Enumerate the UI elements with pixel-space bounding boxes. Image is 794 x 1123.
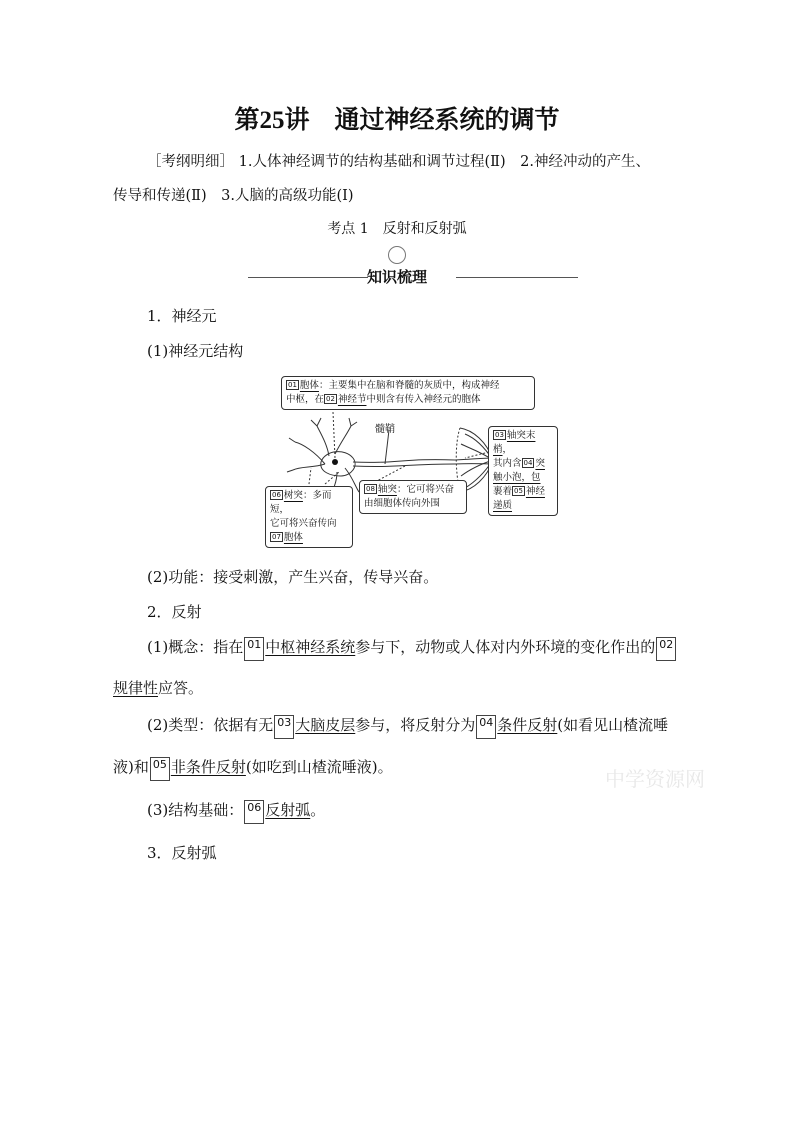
label-myelin: 髓鞘 bbox=[375, 424, 395, 435]
nucleus-dot bbox=[332, 459, 338, 465]
outline-line-2: 传导和传递(Ⅱ) 3.人脑的高级功能(Ⅰ) bbox=[113, 188, 354, 204]
section-title: 知识梳理 bbox=[366, 268, 427, 286]
callout-dendrite: 06 树突：多而短， 它可将兴奋传向 07 胞体 bbox=[265, 486, 353, 548]
s1-sub2: (2)功能：接受刺激，产生兴奋，传导兴奋。 bbox=[147, 568, 439, 586]
s1-sub1: (1)神经元结构 bbox=[147, 342, 244, 360]
s1-heading: 1．神经元 bbox=[147, 307, 217, 325]
callout-soma: 01 胞体：主要集中在脑和脊髓的灰质中，构成神经 中枢，在 02 神经节中则含有传入神经元的胞体 bbox=[281, 376, 535, 410]
page-title: 第25讲 通过神经系统的调节 bbox=[234, 105, 560, 134]
watermark: 中学资源网 bbox=[605, 767, 705, 791]
s2-heading: 2．反射 bbox=[147, 603, 202, 621]
neuron-diagram bbox=[255, 372, 561, 542]
s2-concept-line2: 规律性应答。 bbox=[113, 679, 204, 697]
s2-concept-line1: (1)概念：指在 01 中枢神经系统参与下，动物或人体对内外环境的变化作出的 02 bbox=[147, 636, 677, 661]
s2-basis: (3)结构基础： 06 反射弧。 bbox=[147, 799, 325, 824]
s2-type-line1: (2)类型：依据有无 03 大脑皮层参与，将反射分为 04 条件反射(如看见山楂流唾 bbox=[147, 714, 668, 739]
kaodian-heading: 考点 1 反射和反射弧 bbox=[327, 221, 467, 237]
section-emblem-icon bbox=[388, 246, 406, 264]
outline-line-1: ［考纲明细］ 1.人体神经调节的结构基础和调节过程(Ⅱ) 2.神经冲动的产生、 bbox=[147, 154, 650, 170]
callout-axon-terminal: 03 轴突末梢， 其内含 04 突 触小泡，包 裹着 05 神经 递质 bbox=[488, 426, 558, 516]
s3-heading: 3．反射弧 bbox=[147, 844, 217, 862]
s2-type-line2: 液)和 05 非条件反射(如吃到山楂流唾液)。 bbox=[113, 756, 393, 781]
callout-axon: 08 轴突：它可将兴奋 由细胞体传向外围 bbox=[359, 480, 467, 514]
